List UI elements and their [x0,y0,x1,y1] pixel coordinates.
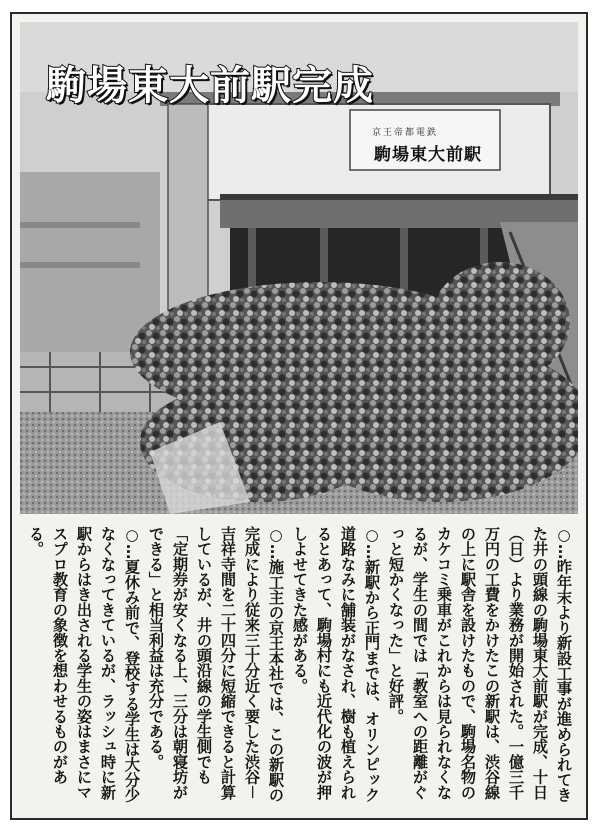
article-paragraph: ○…昨年末より新設工事が進められてきた井の頭線の駒場東大前駅が完成、十日（日）より業務が開始された。一億三千万円の工費をかけたこの新駅は、渋谷線の上に駅舎を設けたもので、駒場名物のカケコミ乗車がこれからは見られなくなるが、学生の間では「教室への距離がぐっと短かくなった」と好評。 [387,526,573,803]
station-sign-name: 駒場東大前駅 [374,145,482,165]
headline: 駒場東大前駅完成 [46,63,374,109]
article-paragraph: ○…夏休み前で、登校する学生は大分少なくなってきているが、ラッシュ時に新駅からはき出される学生の姿はまさにマスプロ教育の象徴を想わせるものがある。 [27,526,141,803]
article-body [26,526,576,814]
newspaper-clipping [10,12,588,820]
station-sign-line-text: 京王帝都電鉄 [372,128,439,138]
article-paragraph: ○…施工主の京王本社では、この新駅の完成により従来三十分近く要した渋谷－吉祥寺間を二十四分に短縮できると計算しているが、井の頭沿線の学生側でも「定期券が安くなる上、三分は朝寝坊ができる」と相当利益は充分である。 [147,526,285,803]
article-paragraph: ○…新駅から正門までは、オリンピック道路なみに舗装がなされ、樹も植えられるとあって、駒場村にも近代化の波が押しよせてきた感がある。 [291,526,381,803]
station-photo [20,22,578,514]
